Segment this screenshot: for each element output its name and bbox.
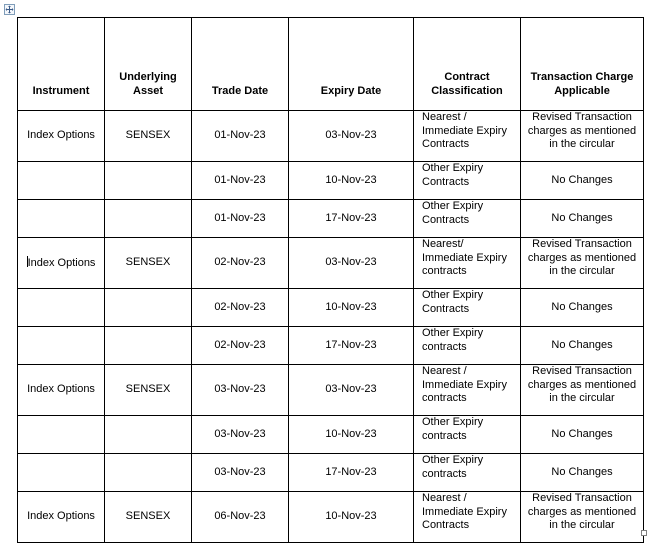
cell-trade-date[interactable]: 01-Nov-23 [192,162,289,200]
cell-transaction-charge[interactable]: No Changes [521,454,644,492]
cell-transaction-charge[interactable]: No Changes [521,327,644,365]
cell-underlying-asset[interactable]: SENSEX [105,238,192,289]
cell-trade-date[interactable]: 06-Nov-23 [192,492,289,543]
cell-instrument[interactable] [18,289,105,327]
cell-trade-date[interactable]: 02-Nov-23 [192,238,289,289]
cell-trade-date[interactable]: 03-Nov-23 [192,416,289,454]
cell-instrument[interactable]: Index Options [18,365,105,416]
col-header-contract-classification: Contract Classification [414,18,521,111]
table-row [18,416,644,454]
table-row [18,365,644,416]
move-arrows-icon [5,5,14,14]
table-header-row [18,18,644,111]
cell-underlying-asset[interactable] [105,162,192,200]
col-header-instrument: Instrument [18,18,105,111]
cell-expiry-date[interactable]: 10-Nov-23 [289,162,414,200]
cell-trade-date[interactable]: 02-Nov-23 [192,327,289,365]
cell-underlying-asset[interactable] [105,200,192,238]
cell-contract-classification[interactable]: Other Expiry Contracts [414,162,521,200]
table-row [18,111,644,162]
table-row [18,492,644,543]
cell-expiry-date[interactable]: 17-Nov-23 [289,454,414,492]
cell-underlying-asset[interactable] [105,289,192,327]
cell-contract-classification[interactable]: Nearest / Immediate Expiry Contracts [414,492,521,543]
cell-instrument[interactable] [18,454,105,492]
col-header-trade-date: Trade Date [192,18,289,111]
expiry-charges-table [17,17,644,543]
cell-transaction-charge[interactable]: Revised Transaction charges as mentioned in the circular [521,111,644,162]
cell-transaction-charge[interactable]: Revised Transaction charges as mentioned in the circular [521,365,644,416]
cell-instrument[interactable] [18,162,105,200]
cell-trade-date[interactable]: 02-Nov-23 [192,289,289,327]
cell-transaction-charge[interactable]: No Changes [521,200,644,238]
cell-instrument[interactable] [18,200,105,238]
table-move-handle[interactable] [4,4,15,15]
cell-contract-classification[interactable]: Nearest/ Immediate Expiry contracts [414,238,521,289]
cell-trade-date[interactable]: 03-Nov-23 [192,365,289,416]
cell-transaction-charge[interactable]: No Changes [521,416,644,454]
table-row [18,327,644,365]
col-header-transaction-charge: Transaction Charge Applicable [521,18,644,111]
col-header-expiry-date: Expiry Date [289,18,414,111]
cell-contract-classification[interactable]: Other Expiry Contracts [414,200,521,238]
cell-transaction-charge[interactable]: Revised Transaction charges as mentioned in the circular [521,238,644,289]
cell-contract-classification[interactable]: Other Expiry contracts [414,454,521,492]
cell-instrument[interactable] [18,416,105,454]
cell-underlying-asset[interactable] [105,454,192,492]
cell-underlying-asset[interactable] [105,327,192,365]
cell-expiry-date[interactable]: 17-Nov-23 [289,327,414,365]
table-row [18,289,644,327]
cell-expiry-date[interactable]: 10-Nov-23 [289,289,414,327]
cell-instrument[interactable] [18,238,105,289]
cell-instrument[interactable] [18,327,105,365]
cell-expiry-date[interactable]: 03-Nov-23 [289,365,414,416]
cell-expiry-date[interactable]: 03-Nov-23 [289,238,414,289]
cell-contract-classification[interactable]: Nearest / Immediate Expiry contracts [414,365,521,416]
cell-contract-classification[interactable]: Nearest / Immediate Expiry Contracts [414,111,521,162]
cell-instrument-text: Index Options [27,256,96,269]
table-row [18,162,644,200]
cell-underlying-asset[interactable]: SENSEX [105,365,192,416]
cell-expiry-date[interactable]: 17-Nov-23 [289,200,414,238]
table-row [18,454,644,492]
cell-underlying-asset[interactable] [105,416,192,454]
cell-trade-date[interactable]: 01-Nov-23 [192,111,289,162]
cell-underlying-asset[interactable]: SENSEX [105,111,192,162]
cell-contract-classification[interactable]: Other Expiry Contracts [414,289,521,327]
table-row [18,200,644,238]
cell-instrument[interactable]: Index Options [18,492,105,543]
cell-transaction-charge[interactable]: No Changes [521,289,644,327]
cell-expiry-date[interactable]: 03-Nov-23 [289,111,414,162]
table-row [18,238,644,289]
cell-trade-date[interactable]: 01-Nov-23 [192,200,289,238]
cell-contract-classification[interactable]: Other Expiry contracts [414,327,521,365]
cell-instrument[interactable]: Index Options [18,111,105,162]
resize-handle-icon[interactable] [641,530,647,536]
cell-contract-classification[interactable]: Other Expiry contracts [414,416,521,454]
cell-expiry-date[interactable]: 10-Nov-23 [289,492,414,543]
cell-underlying-asset[interactable]: SENSEX [105,492,192,543]
cell-transaction-charge[interactable]: Revised Transaction charges as mentioned in the circular [521,492,644,543]
cell-expiry-date[interactable]: 10-Nov-23 [289,416,414,454]
cell-trade-date[interactable]: 03-Nov-23 [192,454,289,492]
col-header-underlying-asset: Underlying Asset [105,18,192,111]
cell-transaction-charge[interactable]: No Changes [521,162,644,200]
